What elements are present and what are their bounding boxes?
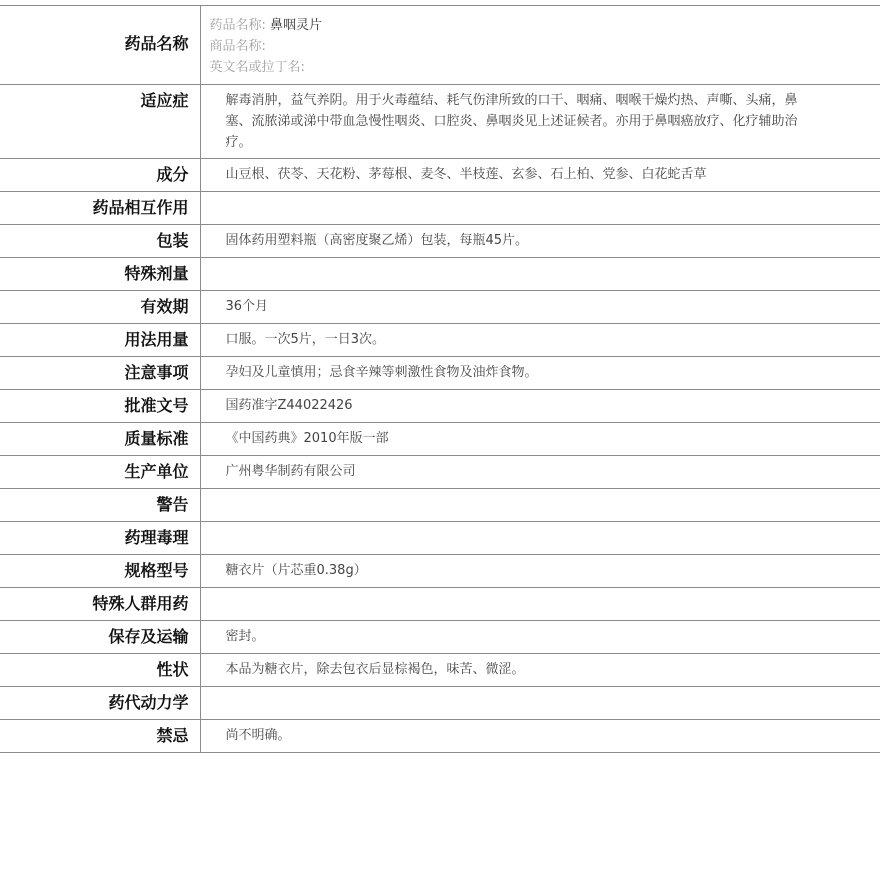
- value-drug-name-block: [200, 6, 880, 85]
- label-shelf-life: 有效期: [0, 291, 200, 324]
- value-packaging: 固体药用塑料瓶（高密度聚乙烯）包装，每瓶45片。: [200, 225, 880, 258]
- value-drug-interactions: [200, 192, 880, 225]
- value-warning: [200, 489, 880, 522]
- label-pharmacology-toxicology: 药理毒理: [0, 522, 200, 555]
- label-quality-standard: 质量标准: [0, 423, 200, 456]
- row-approval-number: [0, 390, 880, 423]
- label-dosage: 用法用量: [0, 324, 200, 357]
- common-name-key: 药品名称:: [209, 18, 266, 33]
- value-specification: 糖衣片（片芯重0.38g）: [200, 555, 880, 588]
- label-drug-name: 药品名称: [0, 6, 200, 85]
- value-storage-transport: 密封。: [200, 621, 880, 654]
- drug-spec-sheet: [0, 5, 880, 753]
- value-manufacturer: 广州粤华制药有限公司: [200, 456, 880, 489]
- row-quality-standard: [0, 423, 880, 456]
- common-name-value: 鼻咽灵片: [270, 18, 323, 33]
- trade-name-line: [210, 36, 871, 57]
- row-special-populations: [0, 588, 880, 621]
- row-indications: [0, 85, 880, 159]
- value-dosage: 口服。一次5片，一日3次。: [200, 324, 880, 357]
- value-indications: 解毒消肿，益气养阴。用于火毒蕴结、耗气伤津所致的口干、咽痛、咽喉干燥灼热、声嘶、头痛，鼻塞、流脓涕或涕中带血急慢性咽炎、口腔炎、鼻咽炎见上述证候者。亦用于鼻咽癌放疗、化疗辅助治疗。: [200, 85, 880, 159]
- label-description: 性状: [0, 654, 200, 687]
- row-warning: [0, 489, 880, 522]
- value-approval-number: 国药准字Z44022426: [200, 390, 880, 423]
- label-manufacturer: 生产单位: [0, 456, 200, 489]
- value-ingredients: 山豆根、茯苓、天花粉、茅莓根、麦冬、半枝莲、玄参、石上柏、党参、白花蛇舌草: [200, 159, 880, 192]
- row-manufacturer: [0, 456, 880, 489]
- value-description: 本品为糖衣片，除去包衣后显棕褐色，味苦、微涩。: [200, 654, 880, 687]
- drug-spec-table: [0, 5, 880, 753]
- label-special-populations: 特殊人群用药: [0, 588, 200, 621]
- row-description: [0, 654, 880, 687]
- value-special-populations: [200, 588, 880, 621]
- row-precautions: [0, 357, 880, 390]
- label-contraindications: 禁忌: [0, 720, 200, 753]
- row-packaging: [0, 225, 880, 258]
- label-special-dosage: 特殊剂量: [0, 258, 200, 291]
- value-special-dosage: [200, 258, 880, 291]
- label-pharmacokinetics: 药代动力学: [0, 687, 200, 720]
- value-shelf-life: 36个月: [200, 291, 880, 324]
- label-drug-interactions: 药品相互作用: [0, 192, 200, 225]
- value-precautions: 孕妇及儿童慎用；忌食辛辣等刺激性食物及油炸食物。: [200, 357, 880, 390]
- label-warning: 警告: [0, 489, 200, 522]
- row-dosage: [0, 324, 880, 357]
- row-special-dosage: [0, 258, 880, 291]
- value-pharmacokinetics: [200, 687, 880, 720]
- value-contraindications: 尚不明确。: [200, 720, 880, 753]
- label-specification: 规格型号: [0, 555, 200, 588]
- value-quality-standard: 《中国药典》2010年版一部: [200, 423, 880, 456]
- label-indications: 适应症: [0, 85, 200, 159]
- common-name-line: [210, 15, 871, 36]
- label-precautions: 注意事项: [0, 357, 200, 390]
- latin-name-line: [210, 57, 871, 78]
- row-shelf-life: [0, 291, 880, 324]
- label-approval-number: 批准文号: [0, 390, 200, 423]
- row-pharmacokinetics: [0, 687, 880, 720]
- latin-name-key: 英文名或拉丁名:: [209, 60, 305, 75]
- row-specification: [0, 555, 880, 588]
- row-drug-interactions: [0, 192, 880, 225]
- label-ingredients: 成分: [0, 159, 200, 192]
- row-storage-transport: [0, 621, 880, 654]
- label-storage-transport: 保存及运输: [0, 621, 200, 654]
- row-drug-name: [0, 6, 880, 85]
- row-contraindications: [0, 720, 880, 753]
- value-pharmacology-toxicology: [200, 522, 880, 555]
- trade-name-key: 商品名称:: [209, 39, 266, 54]
- row-pharmacology-toxicology: [0, 522, 880, 555]
- row-ingredients: [0, 159, 880, 192]
- label-packaging: 包装: [0, 225, 200, 258]
